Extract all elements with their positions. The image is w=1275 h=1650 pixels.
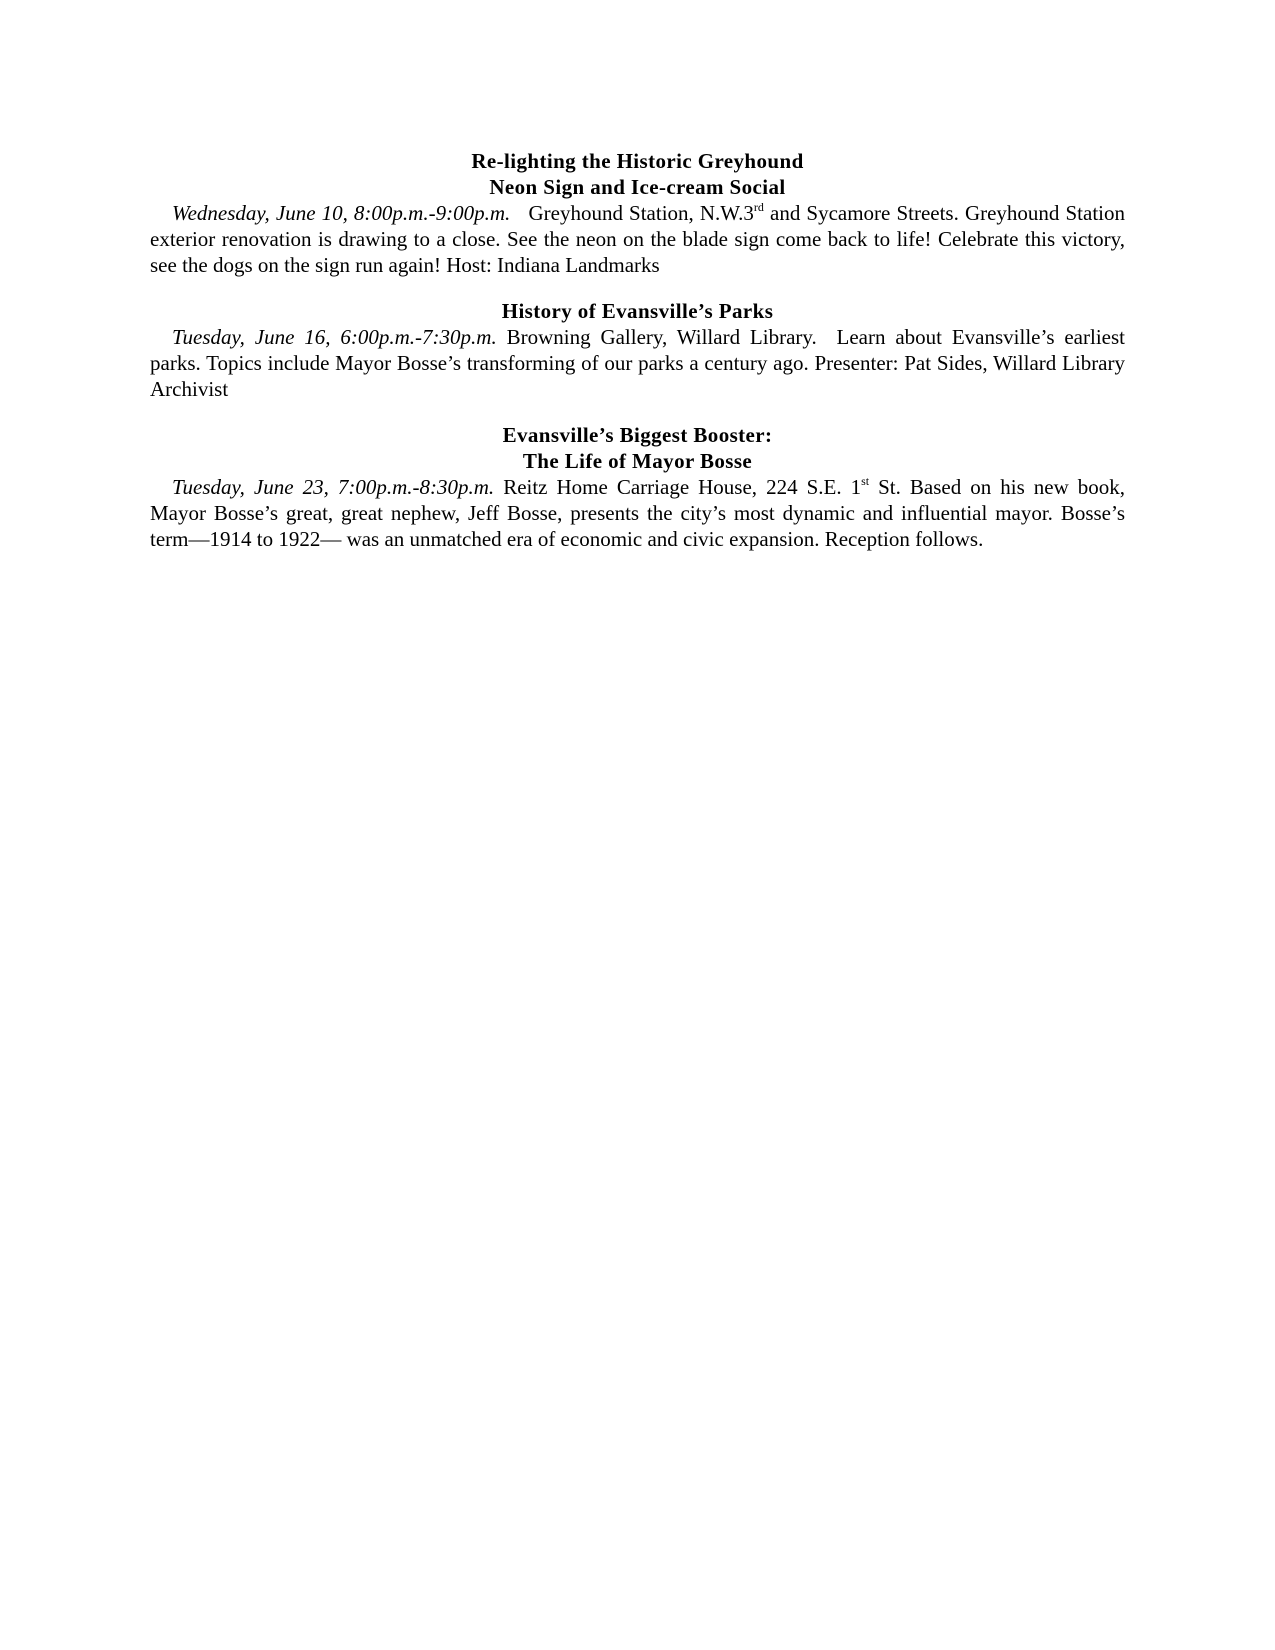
event-date-time: Tuesday, June 16, 6:00p.m.-7:30p.m.	[172, 325, 497, 349]
event-location: Browning Gallery, Willard Library.	[506, 325, 817, 349]
event-mayor-bosse	[150, 422, 1125, 552]
event-greyhound-relighting	[150, 148, 1125, 278]
event-details: Learn about Evansville’s earliest parks. Topics include Mayor Bosse’s transforming of our parks a century ago. Presenter: Pat Sides, Willard Library Archivist	[150, 325, 1125, 401]
event-description	[150, 200, 1125, 278]
event-title-line: Evansville’s Biggest Booster:	[502, 423, 773, 447]
event-location-rest: and Sycamore Streets.	[763, 201, 959, 225]
event-details: Based on his new book, Mayor Bosse’s great, great nephew, Jeff Bosse, presents the city’s most dynamic and influential mayor. Bosse’s term—1914 to 1922— was an unmatched era of economic and civic expansion. Reception follows.	[150, 475, 1126, 551]
event-evansville-parks	[150, 298, 1125, 402]
event-description	[150, 474, 1125, 552]
event-location-rest: St.	[869, 475, 901, 499]
event-details: Greyhound Station exterior renovation is drawing to a close. See the neon on the blade sign come back to life! Celebrate this victory, see the dogs on the sign run again! Host: Indiana Landmarks	[150, 201, 1125, 277]
event-location: Reitz Home Carriage House, 224 S.E. 1	[503, 475, 862, 499]
event-date-time: Wednesday, June 10, 8:00p.m.-9:00p.m.	[172, 201, 511, 225]
event-title-line: History of Evansville’s Parks	[501, 299, 774, 323]
event-title-line: Neon Sign and Ice-cream Social	[489, 175, 786, 199]
event-date-time: Tuesday, June 23, 7:00p.m.-8:30p.m.	[172, 475, 495, 499]
event-title-line: The Life of Mayor Bosse	[522, 449, 753, 473]
event-location: Greyhound Station, N.W.3	[528, 201, 754, 225]
event-description	[150, 324, 1125, 402]
ordinal-suffix: st	[861, 474, 870, 488]
ordinal-suffix: rd	[753, 200, 764, 214]
document-page	[150, 148, 1125, 572]
event-title-line: Re-lighting the Historic Greyhound	[471, 149, 804, 173]
